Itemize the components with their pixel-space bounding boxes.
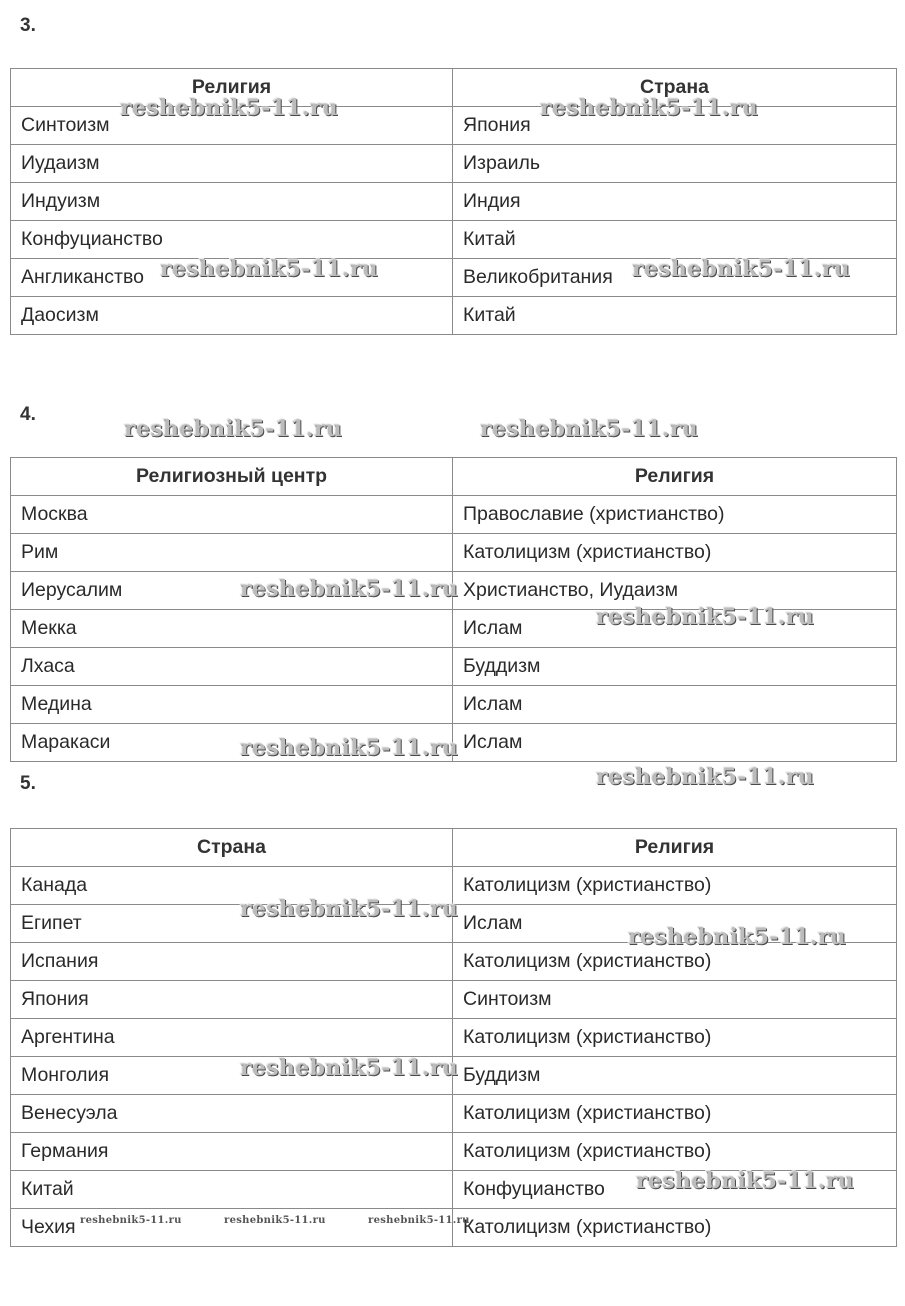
section-number: 4. bbox=[20, 404, 36, 425]
table-row bbox=[11, 1019, 897, 1057]
table-cell: Католицизм (христианство) bbox=[453, 943, 897, 981]
table-cell: Япония bbox=[453, 107, 897, 145]
table-row bbox=[11, 1095, 897, 1133]
table-cell: Католицизм (христианство) bbox=[453, 1209, 897, 1247]
table-cell: Германия bbox=[11, 1133, 453, 1171]
religion-country-table bbox=[10, 68, 897, 335]
table-cell: Христианство, Иудаизм bbox=[453, 572, 897, 610]
table-cell: Католицизм (христианство) bbox=[453, 867, 897, 905]
table-row bbox=[11, 724, 897, 762]
watermark: reshebnik5-11.ru bbox=[240, 1055, 459, 1081]
table-cell: Иудаизм bbox=[11, 145, 453, 183]
table-cell: Лхаса bbox=[11, 648, 453, 686]
table-cell: Китай bbox=[453, 221, 897, 259]
watermark: reshebnik5-11.ru bbox=[80, 1215, 182, 1226]
table-cell: Китай bbox=[11, 1171, 453, 1209]
table-cell: Синтоизм bbox=[11, 107, 453, 145]
table-cell: Испания bbox=[11, 943, 453, 981]
table-cell: Медина bbox=[11, 686, 453, 724]
table-cell: Москва bbox=[11, 496, 453, 534]
table-row bbox=[11, 1171, 897, 1209]
watermark: reshebnik5-11.ru bbox=[632, 256, 851, 282]
column-header: Страна bbox=[453, 69, 897, 107]
watermark: reshebnik5-11.ru bbox=[160, 256, 379, 282]
table-header-row bbox=[11, 829, 897, 867]
column-header: Религия bbox=[11, 69, 453, 107]
watermark: reshebnik5-11.ru bbox=[596, 764, 815, 790]
watermark: reshebnik5-11.ru bbox=[120, 95, 339, 121]
table-cell: Синтоизм bbox=[453, 981, 897, 1019]
table-row bbox=[11, 610, 897, 648]
watermark: reshebnik5-11.ru bbox=[480, 416, 699, 442]
table-row bbox=[11, 107, 897, 145]
column-header: Страна bbox=[11, 829, 453, 867]
table-row bbox=[11, 534, 897, 572]
table-row bbox=[11, 572, 897, 610]
table-cell: Буддизм bbox=[453, 1057, 897, 1095]
table-row bbox=[11, 943, 897, 981]
table-cell: Маракаси bbox=[11, 724, 453, 762]
section-number: 5. bbox=[20, 773, 36, 794]
table-cell: Мекка bbox=[11, 610, 453, 648]
table-cell: Православие (христианство) bbox=[453, 496, 897, 534]
table-row bbox=[11, 221, 897, 259]
column-header: Религиозный центр bbox=[11, 458, 453, 496]
table-cell: Рим bbox=[11, 534, 453, 572]
table-cell: Католицизм (христианство) bbox=[453, 1133, 897, 1171]
table-cell: Конфуцианство bbox=[453, 1171, 897, 1209]
table-row bbox=[11, 183, 897, 221]
table-cell: Израиль bbox=[453, 145, 897, 183]
watermark: reshebnik5-11.ru bbox=[240, 576, 459, 602]
table-header-row bbox=[11, 458, 897, 496]
table-cell: Ислам bbox=[453, 686, 897, 724]
table-row bbox=[11, 1057, 897, 1095]
table-cell: Даосизм bbox=[11, 297, 453, 335]
table-cell: Индуизм bbox=[11, 183, 453, 221]
section-number: 3. bbox=[20, 15, 36, 36]
table-row bbox=[11, 496, 897, 534]
table-cell: Иерусалим bbox=[11, 572, 453, 610]
table-row bbox=[11, 145, 897, 183]
table-row bbox=[11, 867, 897, 905]
table-row bbox=[11, 1133, 897, 1171]
watermark: reshebnik5-11.ru bbox=[628, 924, 847, 950]
watermark: reshebnik5-11.ru bbox=[124, 416, 343, 442]
table-cell: Католицизм (христианство) bbox=[453, 1095, 897, 1133]
table-row bbox=[11, 297, 897, 335]
watermark: reshebnik5-11.ru bbox=[596, 604, 815, 630]
table-row bbox=[11, 905, 897, 943]
watermark: reshebnik5-11.ru bbox=[540, 95, 759, 121]
table-cell: Великобритания bbox=[453, 259, 897, 297]
watermark: reshebnik5-11.ru bbox=[240, 735, 459, 761]
table-cell: Япония bbox=[11, 981, 453, 1019]
table-row bbox=[11, 1209, 897, 1247]
watermark: reshebnik5-11.ru bbox=[240, 896, 459, 922]
table-row bbox=[11, 981, 897, 1019]
table-cell: Китай bbox=[453, 297, 897, 335]
table-cell: Египет bbox=[11, 905, 453, 943]
table-row bbox=[11, 686, 897, 724]
table-cell: Католицизм (христианство) bbox=[453, 1019, 897, 1057]
country-religion-table bbox=[10, 828, 897, 1247]
table-cell: Монголия bbox=[11, 1057, 453, 1095]
table-cell: Венесуэла bbox=[11, 1095, 453, 1133]
table-cell: Католицизм (христианство) bbox=[453, 534, 897, 572]
table-row bbox=[11, 648, 897, 686]
watermark: reshebnik5-11.ru bbox=[636, 1168, 855, 1194]
watermark: reshebnik5-11.ru bbox=[368, 1215, 470, 1226]
table-cell: Буддизм bbox=[453, 648, 897, 686]
column-header: Религия bbox=[453, 458, 897, 496]
table-cell: Аргентина bbox=[11, 1019, 453, 1057]
table-row bbox=[11, 259, 897, 297]
column-header: Религия bbox=[453, 829, 897, 867]
table-cell: Канада bbox=[11, 867, 453, 905]
religious-center-table bbox=[10, 457, 897, 762]
table-cell: Ислам bbox=[453, 724, 897, 762]
table-cell: Ислам bbox=[453, 610, 897, 648]
table-header-row bbox=[11, 69, 897, 107]
table-cell: Конфуцианство bbox=[11, 221, 453, 259]
table-cell: Ислам bbox=[453, 905, 897, 943]
table-cell: Англиканство bbox=[11, 259, 453, 297]
table-cell: Индия bbox=[453, 183, 897, 221]
watermark: reshebnik5-11.ru bbox=[224, 1215, 326, 1226]
table-cell: Чехия bbox=[11, 1209, 453, 1247]
